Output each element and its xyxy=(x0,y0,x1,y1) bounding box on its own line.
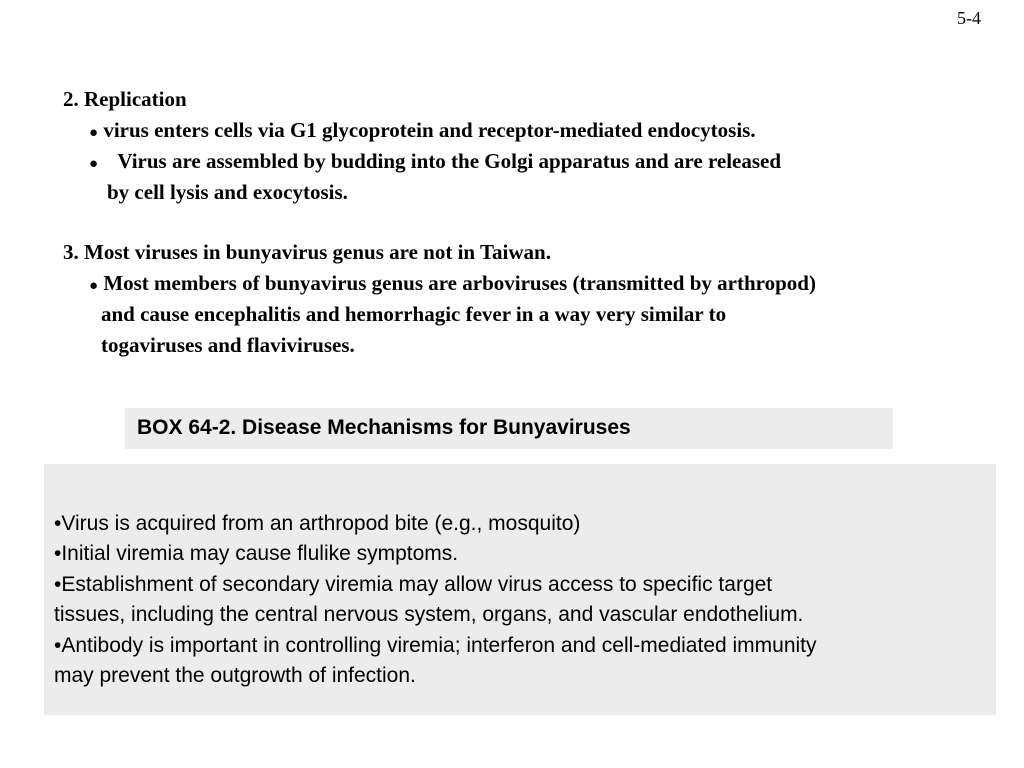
section-2-bullet-2-text: Virus are assembled by budding into the Golgi apparatus and are released xyxy=(117,149,782,173)
section-3-heading: 3. Most viruses in bunyavirus genus are not in Taiwan. xyxy=(63,240,551,264)
box-title: BOX 64-2. Disease Mechanisms for Bunyaviruses xyxy=(137,416,631,439)
bullet-icon: ● xyxy=(89,156,99,172)
box-line-1: •Virus is acquired from an arthropod bite (e.g., mosquito) xyxy=(54,512,581,535)
box-title-bar xyxy=(125,408,893,449)
page-number: 5-4 xyxy=(957,8,981,28)
box-line-2: •Initial viremia may cause flulike symptoms. xyxy=(54,542,459,565)
section-3-bullet-1-continued-1: and cause encephalitis and hemorrhagic fever in a way very similar to xyxy=(101,302,727,326)
section-3-bullet-1-text: Most members of bunyavirus genus are arboviruses (transmitted by arthropod) xyxy=(103,271,816,295)
box-line-5: •Antibody is important in controlling viremia; interferon and cell-mediated immunity xyxy=(54,634,817,657)
section-2-bullet-1 xyxy=(89,118,756,145)
box-line-3: •Establishment of secondary viremia may allow virus access to specific target xyxy=(54,573,773,596)
section-3-bullet-1-continued-2: togaviruses and flaviviruses. xyxy=(101,333,355,357)
bullet-icon: ● xyxy=(89,278,99,294)
bullet-icon: ● xyxy=(89,125,99,141)
section-3-bullet-1 xyxy=(89,271,816,298)
box-line-6: may prevent the outgrowth of infection. xyxy=(54,664,416,687)
section-2-bullet-2-continued: by cell lysis and exocytosis. xyxy=(107,180,348,204)
section-2-bullet-1-text: virus enters cells via G1 glycoprotein and receptor-mediated endocytosis. xyxy=(103,118,756,142)
box-body xyxy=(44,464,996,715)
section-2-bullet-2 xyxy=(89,149,781,176)
section-2-heading: 2. Replication xyxy=(63,87,187,111)
box-line-4: tissues, including the central nervous system, organs, and vascular endothelium. xyxy=(54,603,804,626)
